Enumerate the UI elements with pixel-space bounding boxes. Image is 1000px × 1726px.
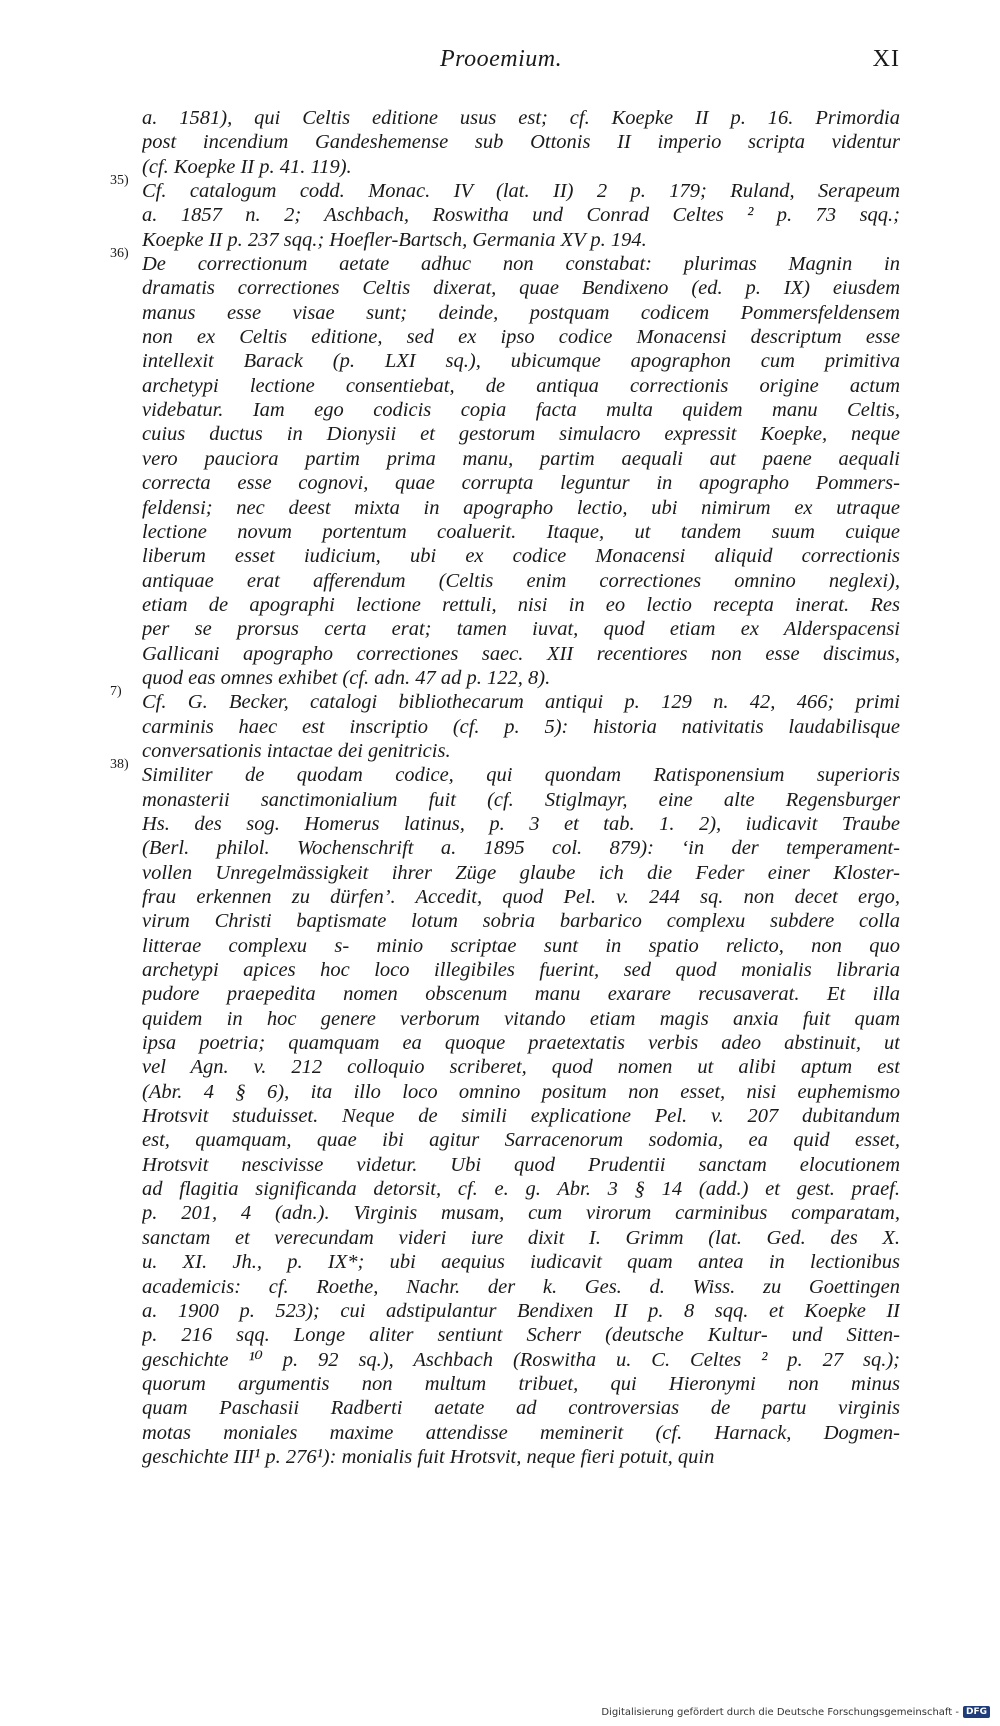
credit-text: Digitalisierung gefördert durch die Deutsche Forschungsgemeinschaft - bbox=[601, 1706, 959, 1718]
text-line: vel Agn. v. 212 colloquio scriberet, quod nomen ut alibi aptum est bbox=[142, 1056, 900, 1079]
text-line: dramatis correctiones Celtis dixerat, quae Bendixeno (ed. p. IX) eiusdem bbox=[142, 277, 900, 300]
text-line: vero pauciora partim prima manu, partim aequali aut paene aequali bbox=[142, 447, 900, 470]
digitization-credit bbox=[601, 1706, 990, 1718]
text-line: Hrotsvit studuisset. Neque de simili explicatione Pel. v. 207 dubitandum bbox=[142, 1105, 900, 1128]
text-line: Cf. G. Becker, catalogi bibliothecarum antiqui p. 129 n. 42, 466; primi bbox=[142, 691, 900, 714]
text-line: post incendium Gandeshemense sub Ottonis II imperio scripta videntur bbox=[142, 131, 900, 154]
text-line: De correctionum aetate adhuc non constabat: plurimas Magnin in bbox=[142, 253, 900, 276]
text-line: Gallicani apographo correctiones saec. XII recentiores non esse discimus, bbox=[142, 642, 900, 665]
text-line: litterae complexu s- minio scriptae sunt in spatio relicto, non quo bbox=[142, 934, 900, 957]
text-line: (Abr. 4 § 6), ita illo loco omnino positum non esset, nisi euphemismo bbox=[142, 1080, 900, 1103]
text-line: archetypi lectione consentiebat, de antiqua correctionis origine actum bbox=[142, 374, 900, 397]
text-line: monasterii sanctimonialium fuit (cf. Stiglmayr, eine alte Regensburger bbox=[142, 788, 900, 811]
text-line: p. 201, 4 (adn.). Virginis musam, cum virorum carminibus comparatam, bbox=[142, 1202, 900, 1225]
text-line: antiquae erat afferendum (Celtis enim correctiones omnino neglexi), bbox=[142, 569, 900, 592]
text-line: lectione novum portentum coaluerit. Itaque, ut tandem suum cuique bbox=[142, 520, 900, 543]
text-line: conversationis intactae dei genitricis. bbox=[142, 739, 451, 762]
footnotes-block bbox=[110, 106, 900, 1469]
footnote bbox=[110, 173, 900, 252]
text-line: a. 1581), qui Celtis editione usus est; cf. Koepke II p. 16. Primordia bbox=[142, 107, 900, 129]
text-line: a. 1857 n. 2; Aschbach, Roswitha und Conrad Celtes ² p. 73 sqq.; bbox=[142, 204, 900, 227]
footnote-number: 35) bbox=[110, 173, 129, 189]
text-line: Hs. des sog. Homerus latinus, p. 3 et tab. 1. 2), iudicavit Traube bbox=[142, 812, 900, 835]
text-line: cuius ductus in Dionysii et gestorum simulacro expressit Koepke, neque bbox=[142, 423, 900, 446]
text-line: p. 216 sqq. Longe aliter sentiunt Scherr (deutsche Kultur- und Sitten- bbox=[142, 1324, 900, 1347]
text-line: (Berl. philol. Wochenschrift a. 1895 col. 879): ‘in der temperament- bbox=[142, 837, 900, 860]
text-line: pudore praepedita nomen obscenum manu exarare recusaverat. Et illa bbox=[142, 983, 900, 1006]
footnote-number: 7) bbox=[110, 684, 122, 700]
text-line: vollen Unregelmässigkeit ihrer Züge glaube ich die Feder einer Kloster- bbox=[142, 861, 900, 884]
text-line: per se prorsus certa erat; tamen iuvat, quod etiam ex Alderspacensi bbox=[142, 618, 900, 641]
text-line: intellexit Barack (p. LXI sq.), ubicumque apographon cum primitiva bbox=[142, 350, 900, 373]
text-line: ad flagitia significanda detorsit, cf. e. g. Abr. 3 § 14 (add.) et gest. praef. bbox=[142, 1178, 900, 1201]
text-line: a. 1900 p. 523); cui adstipulantur Bendixen II p. 8 sqq. et Koepke II bbox=[142, 1299, 900, 1322]
text-line: manus esse visae sunt; deinde, postquam codicem Pommersfeldensem bbox=[142, 301, 900, 324]
text-line: quod eas omnes exhibet (cf. adn. 47 ad p. 122, 8). bbox=[142, 666, 551, 689]
text-line: est, quamquam, quae ibi agitur Sarracenorum sodomia, ea quid esset, bbox=[142, 1129, 900, 1152]
footnote bbox=[110, 684, 900, 763]
running-title: Prooemium. bbox=[440, 46, 563, 72]
text-line: quidem in hoc genere verborum vitando etiam magis anxia fuit quam bbox=[142, 1007, 900, 1030]
text-line: u. XI. Jh., p. IX*; ubi aequius iudicavit quam antea in lectionibus bbox=[142, 1251, 900, 1274]
text-line: etiam de apographi lectione rettuli, nisi in eo lectio recepta inerat. Res bbox=[142, 593, 900, 616]
text-line: motas moniales maxime attendisse meminerit (cf. Harnack, Dogmen- bbox=[142, 1421, 900, 1444]
dfg-logo-icon: DFG bbox=[963, 1706, 990, 1718]
footnote bbox=[110, 757, 900, 1469]
footnote-number: 36) bbox=[110, 246, 129, 262]
text-line: quam Paschasii Radberti aetate ad controversias de partu virginis bbox=[142, 1397, 900, 1420]
text-line: Similiter de quodam codice, qui quondam Ratisponensium superioris bbox=[142, 764, 900, 787]
text-line: geschichte ¹⁰ p. 92 sq.), Aschbach (Roswitha u. C. Celtes ² p. 27 sq.); bbox=[142, 1348, 900, 1371]
text-line: ipsa poetria; quamquam ea quoque praetextatis verbis adeo abstinuit, ut bbox=[142, 1032, 900, 1055]
footnote bbox=[110, 246, 900, 690]
text-line: feldensi; nec deest mixta in apographo lectio, ubi nimirum ex utraque bbox=[142, 496, 900, 519]
footnote-number: 38) bbox=[110, 757, 129, 773]
text-line: archetypi apices hoc loco illegibiles fuerint, sed quod monialis libraria bbox=[142, 959, 900, 982]
text-line: virum Christi baptismate lotum sobria barbarico complexu subdere colla bbox=[142, 910, 900, 933]
text-line: academicis: cf. Roethe, Nachr. der k. Ges. d. Wiss. zu Goettingen bbox=[142, 1275, 900, 1298]
page-number: XI bbox=[872, 46, 900, 72]
footnote bbox=[110, 106, 900, 179]
text-line: quorum argumentis non multum tribuet, qui Hieronymi non minus bbox=[142, 1372, 900, 1395]
text-line: frau erkennen zu dürfen’. Accedit, quod Pel. v. 244 sq. non decet ergo, bbox=[142, 886, 900, 908]
text-line: Hrotsvit nescivisse videtur. Ubi quod Prudentii sanctam elocutionem bbox=[142, 1153, 900, 1176]
text-line: sanctam et verecundam videri iure dixit I. Grimm (lat. Ged. des X. bbox=[142, 1226, 900, 1249]
text-line: geschichte III¹ p. 276¹): monialis fuit Hrotsvit, neque fieri potuit, quin bbox=[142, 1445, 715, 1468]
text-line: Koepke II p. 237 sqq.; Hoefler-Bartsch, Germania XV p. 194. bbox=[142, 228, 647, 251]
text-line: carminis haec est inscriptio (cf. p. 5): historia nativitatis laudabilisque bbox=[142, 715, 900, 738]
text-line: non ex Celtis editione, sed ex ipso codice Monacensi descriptum esse bbox=[142, 326, 900, 349]
text-line: videbatur. Iam ego codicis copia facta multa quidem manu Celtis, bbox=[142, 399, 900, 422]
text-line: (cf. Koepke II p. 41. 119). bbox=[142, 155, 352, 178]
text-line: correcta esse cognovi, quae corrupta leguntur in apographo Pommers- bbox=[142, 472, 900, 495]
page-header bbox=[140, 46, 900, 80]
text-line: liberum esset iudicium, ubi ex codice Monacensi aliquid correctionis bbox=[142, 545, 900, 568]
text-line: Cf. catalogum codd. Monac. IV (lat. II) 2 p. 179; Ruland, Serapeum bbox=[142, 180, 900, 203]
